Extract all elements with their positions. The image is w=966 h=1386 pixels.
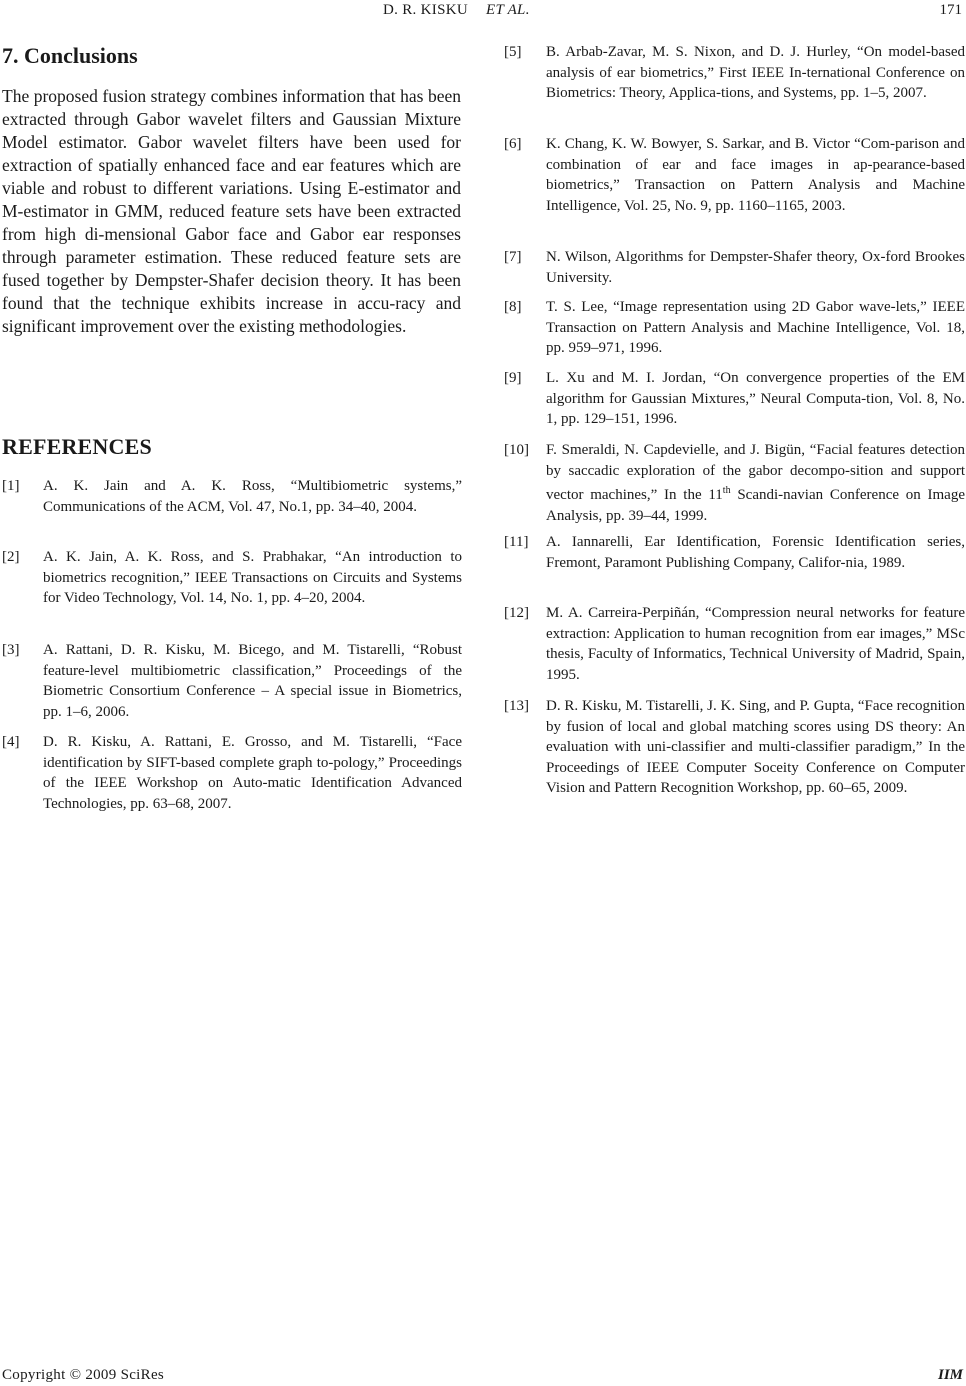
reference-number: [11] xyxy=(504,534,529,550)
conclusions-paragraph: The proposed fusion strategy combines information that has been extracted through Gabor wavelet filters and Gaussian Mixture Model estimator. Gabor wavelet filters have been used for extraction of spatially enhanced face and ear features which are viable and robust to different variations. Using E-estimator and M-estimator in GMM, reduced feature sets have been extracted from high di-mensional Gabor face and Gabor ear responses through parameter estimation. These reduced feature sets are fused together by Dempster-Shafer decision theory. It has been found that the technique exhibits increase in accu-racy and significant improvement over the existing methodologies. xyxy=(2,86,461,336)
reference-item-13 xyxy=(504,696,965,799)
page-footer xyxy=(0,1365,966,1385)
reference-number: [3] xyxy=(2,642,20,658)
reference-item-9 xyxy=(504,368,965,430)
reference-text: T. S. Lee, “Image representation using 2D Gabor wave-lets,” IEEE Transaction on Pattern Analysis and Machine Intelligence, Vol. 18, pp. 959–971, 1996. xyxy=(546,299,965,357)
reference-text: D. R. Kisku, M. Tistarelli, J. K. Sing, and P. Gupta, “Face recognition by fusion of local and global matching scores using DS theory: An evaluation with uni-classifier and multi-classifier paradigm,” In the Proceedings of IEEE Computer Soceity Conference on Computer Vision and Pattern Recognition Workshop, pp. 60–65, 2009. xyxy=(546,698,965,797)
reference-item-8 xyxy=(504,297,965,359)
reference-superscript: th xyxy=(722,485,731,497)
reference-number: [13] xyxy=(504,698,529,714)
reference-number: [2] xyxy=(2,549,20,565)
reference-item-10 xyxy=(504,440,965,526)
reference-text: L. Xu and M. I. Jordan, “On convergence properties of the EM algorithm for Gaussian Mixtures,” Neural Computa-tion, Vol. 8, No. 1, pp. 129–151, 1996. xyxy=(546,370,965,428)
reference-text: D. R. Kisku, A. Rattani, E. Grosso, and M. Tistarelli, “Face identification by SIFT-based complete graph to-pology,” Proceedings of the IEEE Workshop on Auto-matic Identification Advanced Technologies, pp. 63–68, 2007. xyxy=(43,734,462,812)
reference-item-5 xyxy=(504,42,965,104)
reference-number: [9] xyxy=(504,370,522,386)
reference-number: [10] xyxy=(504,442,529,458)
reference-item-11 xyxy=(504,532,965,573)
reference-text: A. Iannarelli, Ear Identification, Forensic Identification series, Fremont, Paramont Publishing Company, Califor-nia, 1989. xyxy=(546,534,965,571)
reference-number: [5] xyxy=(504,44,522,60)
reference-item-3 xyxy=(2,640,462,722)
reference-text: B. Arbab-Zavar, M. S. Nixon, and D. J. Hurley, “On model-based analysis of ear biometrics,” First IEEE In-ternational Conference on Biometrics: Theory, Applica-tions, and Systems, pp. 1–5, 2007. xyxy=(546,44,965,102)
page-number: 171 xyxy=(939,2,962,18)
references-heading: REFERENCES xyxy=(2,434,152,459)
conclusions-heading: 7. Conclusions xyxy=(2,43,138,68)
reference-text-after: Scandi-navian Conference on Image Analysis, pp. 39–44, 1999. xyxy=(546,487,965,524)
reference-text: M. A. Carreira-Perpiñán, “Compression neural networks for feature extraction: Application to human recognition from ear images,” MSc thesis, Faculty of Informatics, Technical University of Madrid, Spain, 1995. xyxy=(546,605,965,683)
reference-text: N. Wilson, Algorithms for Dempster-Shafer theory, Ox-ford Brookes University. xyxy=(546,249,965,286)
reference-text: K. Chang, K. W. Bowyer, S. Sarkar, and B. Victor “Com-parison and combination of ear and face images in ap-pearance-based biometrics,” Transaction on Pattern Analysis and Machine Intelligence, Vol. 25, No. 9, pp. 1160–1165, 2003. xyxy=(546,136,965,214)
reference-item-6 xyxy=(504,134,965,216)
reference-item-12 xyxy=(504,603,965,685)
running-head xyxy=(0,0,966,22)
reference-text: A. Rattani, D. R. Kisku, M. Bicego, and M. Tistarelli, “Robust feature-level multibiometric classification,” Proceedings of the Biometric Consortium Conference – A special issue in Biometrics, pp. 1–6, 2006. xyxy=(43,642,462,720)
reference-number: [7] xyxy=(504,249,522,265)
running-head-author: D. R. KISKU ET AL. xyxy=(383,2,530,18)
journal-abbreviation: IIM xyxy=(937,1367,963,1383)
reference-number: [6] xyxy=(504,136,522,152)
reference-item-4 xyxy=(2,732,462,814)
reference-item-2 xyxy=(2,547,462,609)
running-head-etal: ET AL. xyxy=(485,2,530,18)
reference-text-before: F. Smeraldi, N. Capdevielle, and J. Bigün, “Facial features detection by saccadic exploration of the gabor decompo-sition and support vector machines,” In the 11 xyxy=(546,442,965,504)
reference-text: A. K. Jain and A. K. Ross, “Multibiometric systems,” Communications of the ACM, Vol. 47, No.1, pp. 34–40, 2004. xyxy=(43,478,462,515)
reference-number: [1] xyxy=(2,478,20,494)
reference-item-1 xyxy=(2,476,462,517)
reference-text: A. K. Jain, A. K. Ross, and S. Prabhakar, “An introduction to biometrics recognition,” IEEE Transactions on Circuits and Systems for Video Technology, Vol. 14, No. 1, pp. 4–20, 2004. xyxy=(43,549,462,607)
reference-number: [4] xyxy=(2,734,20,750)
reference-number: [8] xyxy=(504,299,522,315)
reference-number: [12] xyxy=(504,605,529,621)
copyright-notice: Copyright © 2009 SciRes xyxy=(2,1367,165,1383)
reference-item-7 xyxy=(504,247,965,288)
